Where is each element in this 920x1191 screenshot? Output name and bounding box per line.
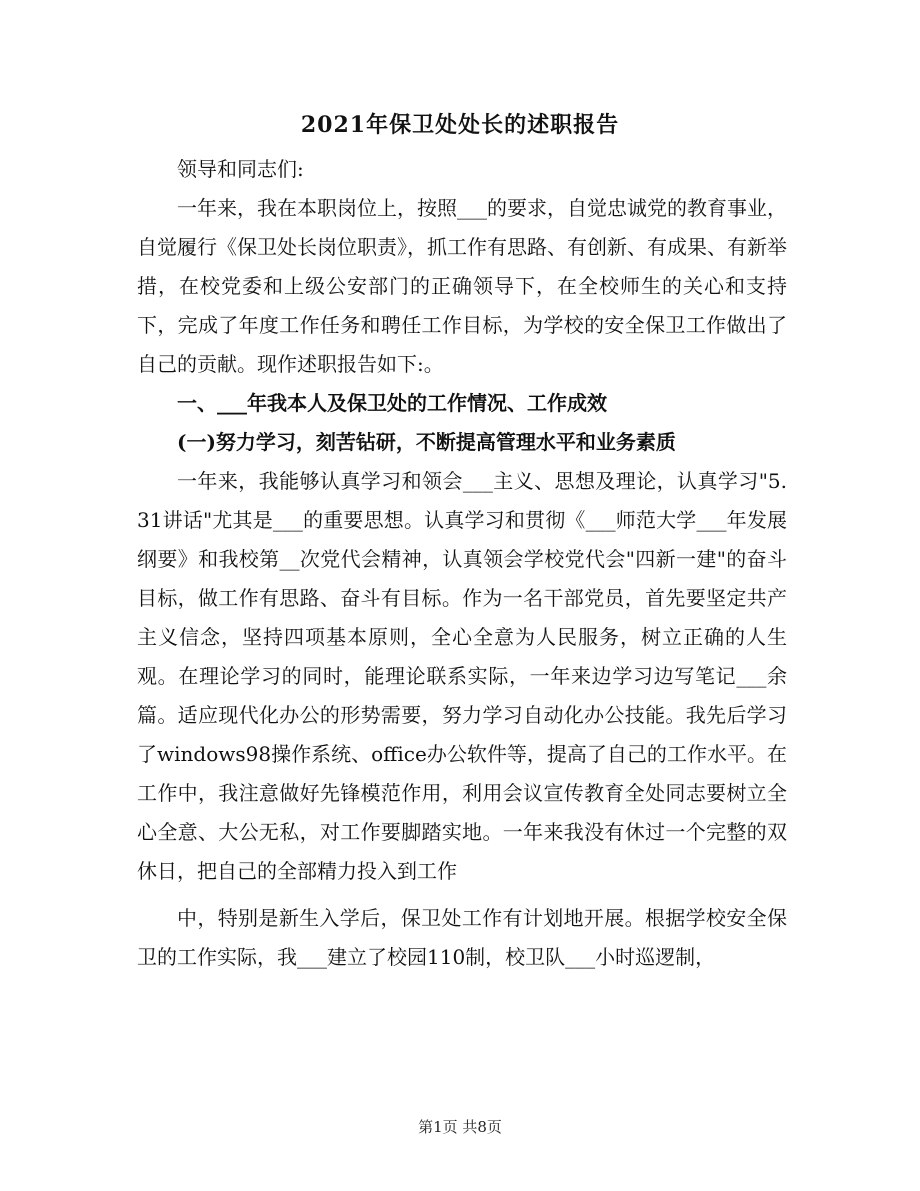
intro-paragraph: 一年来，我在本职岗位上，按照___的要求，自觉忠诚党的教育事业，自觉履行《保卫处长岗位职责》，抓工作有思路、有创新、有成果、有新举措，在校党委和上级公安部门的正确领导下，在全校师生的关心和支持下，完成了年度工作任务和聘任工作目标，为学校的安全保卫工作做出了自己的贡献。现作述职报告如下:。	[137, 196, 787, 376]
section-heading-1: 一、___年我本人及保卫处的工作情况、工作成效	[177, 391, 607, 415]
document-body	[137, 150, 787, 977]
body-paragraph-study: 一年来，我能够认真学习和领会___主义、思想及理论，认真学习"5.31讲话"尤其是___的重要思想。认真学习和贯彻《___师范大学___年发展纲要》和我校第__次党代会精神，认真领会学校党代会"四新一建"的奋斗目标，做工作有思路、奋斗有目标。作为一名干部党员，首先要坚定共产主义信念，坚持四项基本原则，全心全意为人民服务，树立正确的人生观。在理论学习的同时，能理论联系实际，一年来边学习边写笔记___余篇。适应现代化办公的形势需要，努力学习自动化办公技能。我先后学习了windows98操作系统、office办公软件等，提高了自己的工作水平。在工作中，我注意做好先锋模范作用，利用会议宣传教育全处同志要树立全心全意、大公无私，对工作要脚踏实地。一年来我没有休过一个完整的双休日，把自己的全部精力投入到工作	[137, 469, 787, 883]
page-footer: 第1页 共8页	[418, 1118, 502, 1136]
document-title: 2021年保卫处处长的述职报告	[300, 112, 620, 138]
body-paragraph-continued: 中，特别是新生入学后，保卫处工作有计划地开展。根据学校安全保卫的工作实际，我___建立了校园110制，校卫队___小时巡逻制，	[137, 906, 787, 969]
salutation-paragraph: 领导和同志们:	[177, 157, 304, 181]
subsection-heading-1: (一)努力学习，刻苦钻研，不断提高管理水平和业务素质	[177, 430, 676, 454]
